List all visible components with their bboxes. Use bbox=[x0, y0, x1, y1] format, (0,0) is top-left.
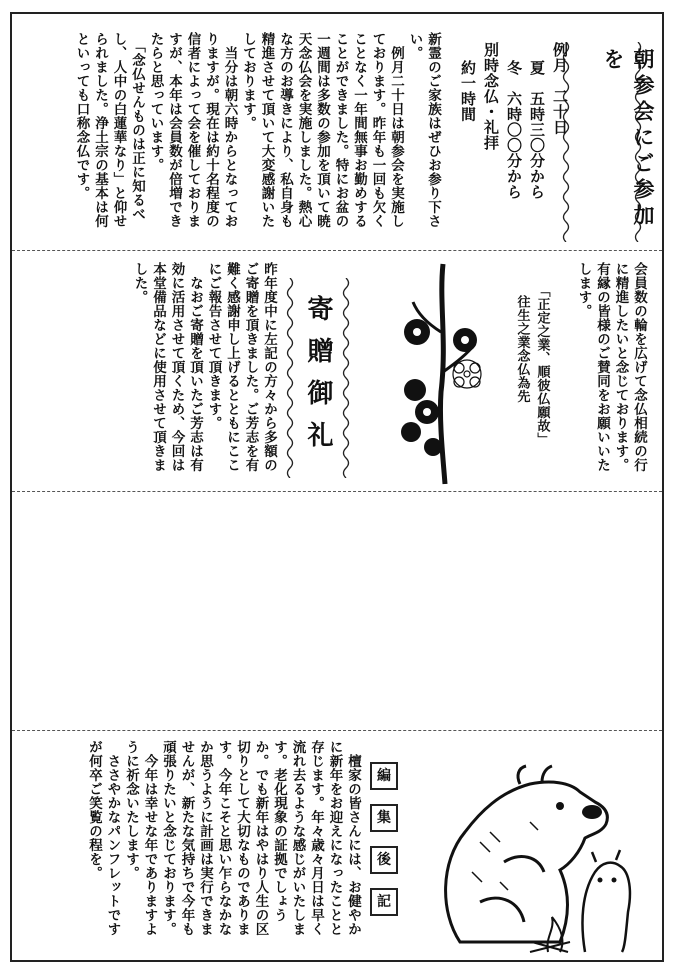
heading-char: 編 bbox=[370, 762, 398, 790]
membership-appeal-text: 会員数の輪を広げて念仏相続の行に精進したいと念じております。有縁の皆様のご賛同をお願いいたします。 bbox=[575, 262, 647, 472]
scripture-quote-2: 往生之業念仏為先 bbox=[514, 295, 530, 403]
wavy-border-right bbox=[340, 278, 352, 478]
wavy-border-left bbox=[284, 278, 296, 478]
section-divider-1 bbox=[12, 250, 662, 251]
editors-note-heading bbox=[370, 762, 398, 930]
heading-char: 記 bbox=[370, 888, 398, 916]
schedule-line-4: 別時念仏・礼拝 bbox=[482, 42, 500, 151]
plum-blossom-illustration bbox=[395, 262, 495, 487]
editors-note-body: 檀家の皆さんには、お健やかに新年をお迎えになったことと存じます。年々歳々月日は早く流れ去るような感じがいたします。老化現象の証拠でしょうか。でも新年はやはり人生の区切りとして大切なものであります。今年こそと思い乍らなかなか思うように計画は実行できませんが、新たな気持ちで今年も頑張りたいと念じております。 今年は幸せな年でありますように祈念いたします。 ささやかなパンフレットですが何卒ご笑覧の程を。 bbox=[86, 740, 361, 936]
scripture-quote-1: 「正定之業、順彼仏願故」 bbox=[534, 284, 550, 446]
schedule-line-2: 夏 五時三〇分から bbox=[528, 60, 546, 200]
section-divider-3 bbox=[12, 730, 662, 731]
morning-service-body: 新霊のご家族はぜひお参り下さい。 例月二十日は朝参会を実施しております。昨年も一回も欠くことなく一年間無事お勤めすることができました。特にお盆の一週間は多数の参加を頂いて暁天念仏会を実施しました。熱心な方のお導きにより、私自身も精進させて頂いて大変感謝いたしております。 当分は朝六時からとなっておりますが。現在は約十名程度の信者によって会を催しておりますが、本年は会員数が倍増できたらと思っています。 「念仏せんものは正に知るべし、人中の白蓮華なり」と仰せられました。浄土宗の基本は何といっても口称念仏です。 bbox=[73, 32, 441, 228]
donation-thanks-body: 昨年度中に左記の方々から多額のご寄贈を頂きました。ご芳志を有難く感謝申し上げるとともにここにご報告させて頂きます。 なおご寄贈を頂いたご芳志は有効に活用させて頂くため、今回は本堂備品などに使用させて頂きました。 bbox=[131, 262, 277, 472]
schedule-line-1: 例月 二十日 bbox=[551, 42, 569, 135]
heading-char: 後 bbox=[370, 846, 398, 874]
section-divider-2 bbox=[12, 491, 662, 492]
donation-thanks-title: 寄贈御礼 bbox=[303, 295, 333, 463]
schedule-line-3: 冬 六時〇〇分から bbox=[505, 60, 523, 200]
morning-service-title: 朝参会にご参加を bbox=[601, 48, 656, 230]
blank-section bbox=[12, 493, 662, 728]
schedule-line-5: 約一時間 bbox=[459, 60, 477, 122]
heading-char: 集 bbox=[370, 804, 398, 832]
boar-illustration bbox=[420, 752, 652, 954]
